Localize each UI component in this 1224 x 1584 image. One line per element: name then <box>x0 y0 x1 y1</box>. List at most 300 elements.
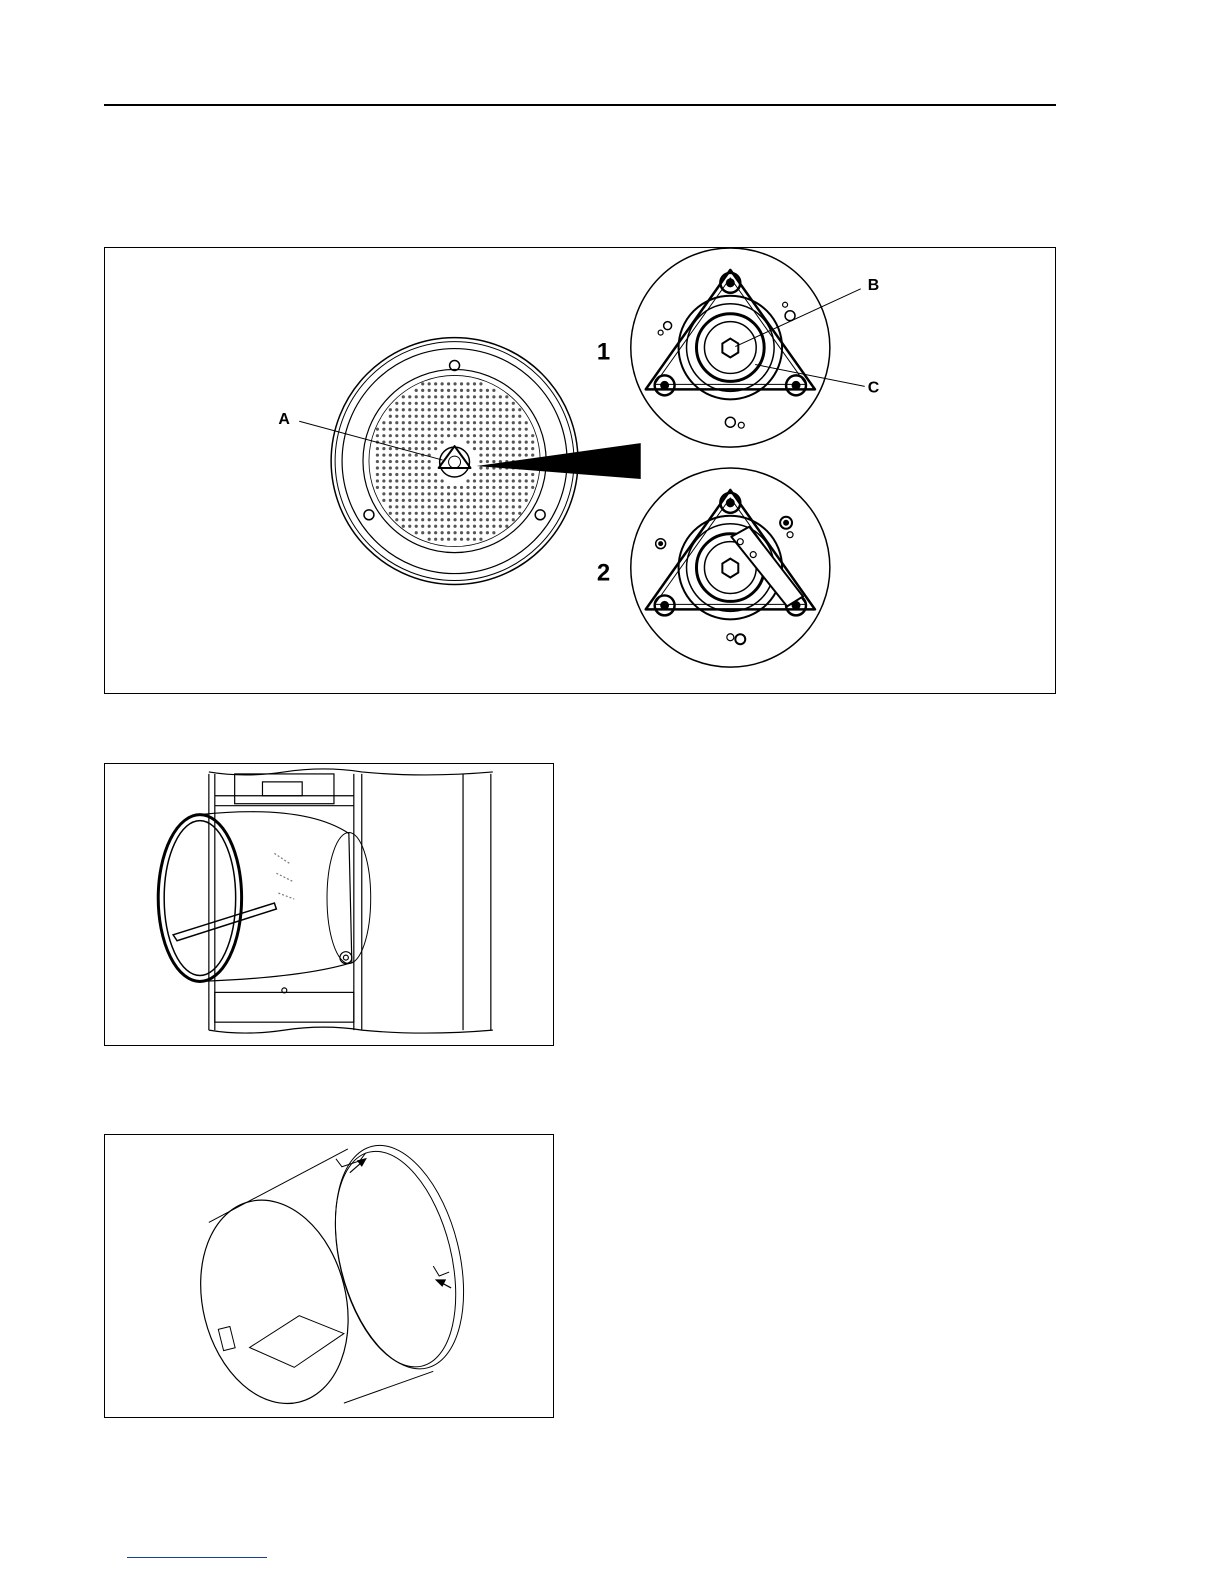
perforation-hole <box>466 389 469 392</box>
perforation-hole <box>421 389 424 392</box>
perforation-hole <box>505 486 508 489</box>
perforation-hole <box>447 382 450 385</box>
perforation-hole <box>428 402 431 405</box>
perforation-hole <box>525 421 528 424</box>
header-rule <box>104 104 1056 106</box>
perforation-hole <box>434 382 437 385</box>
perforation-hole <box>408 486 411 489</box>
perforation-hole <box>518 408 521 411</box>
perforation-hole <box>460 382 463 385</box>
perforation-hole <box>447 421 450 424</box>
perforation-hole <box>453 492 456 495</box>
perforation-hole <box>382 453 385 456</box>
perforation-hole <box>531 479 534 482</box>
perforation-hole <box>402 492 405 495</box>
perforation-hole <box>518 512 521 515</box>
perforation-hole <box>402 453 405 456</box>
perforation-hole <box>479 538 482 541</box>
perforation-hole <box>434 492 437 495</box>
perforation-hole <box>408 408 411 411</box>
perforation-hole <box>499 486 502 489</box>
perforation-hole <box>402 434 405 437</box>
perforation-hole <box>382 486 385 489</box>
perforation-hole <box>473 538 476 541</box>
perforation-hole <box>421 395 424 398</box>
perforation-hole <box>395 499 398 502</box>
perforation-hole <box>428 492 431 495</box>
perforation-hole <box>473 441 476 444</box>
perforation-hole <box>453 395 456 398</box>
perforation-hole <box>428 382 431 385</box>
perforation-hole <box>505 415 508 418</box>
perforation-hole <box>518 421 521 424</box>
perforation-hole <box>460 512 463 515</box>
perforation-hole <box>415 499 418 502</box>
perforation-hole <box>486 492 489 495</box>
perforation-hole <box>395 460 398 463</box>
perforation-hole <box>376 460 379 463</box>
perforation-hole <box>434 389 437 392</box>
perforation-hole <box>512 434 515 437</box>
perforation-hole <box>499 505 502 508</box>
perforation-hole <box>376 428 379 431</box>
perforation-hole <box>466 486 469 489</box>
perforation-hole <box>395 421 398 424</box>
perforation-hole <box>382 441 385 444</box>
perforation-hole <box>531 473 534 476</box>
perforation-hole <box>402 518 405 521</box>
perforation-hole <box>402 408 405 411</box>
perforation-hole <box>428 415 431 418</box>
perforation-hole <box>428 525 431 528</box>
perforation-hole <box>460 402 463 405</box>
perforation-hole <box>453 538 456 541</box>
perforation-hole <box>382 447 385 450</box>
perforation-hole <box>505 395 508 398</box>
perforation-hole <box>525 473 528 476</box>
perforation-hole <box>441 421 444 424</box>
perforation-hole <box>421 460 424 463</box>
perforation-hole <box>492 421 495 424</box>
perforation-hole <box>408 505 411 508</box>
perforation-hole <box>395 505 398 508</box>
perforation-hole <box>505 421 508 424</box>
perforation-hole <box>389 421 392 424</box>
perforation-hole <box>415 434 418 437</box>
perforation-hole <box>376 466 379 469</box>
perforation-hole <box>486 518 489 521</box>
perforation-hole <box>447 395 450 398</box>
perforation-hole <box>434 499 437 502</box>
perforation-hole <box>453 531 456 534</box>
perforation-hole <box>473 492 476 495</box>
perforation-hole <box>441 434 444 437</box>
perforation-hole <box>486 525 489 528</box>
perforation-hole <box>376 453 379 456</box>
perforation-hole <box>486 402 489 405</box>
perforation-hole <box>408 395 411 398</box>
perforation-hole <box>486 428 489 431</box>
perforation-hole <box>460 415 463 418</box>
perforation-hole <box>460 428 463 431</box>
perforation-hole <box>460 525 463 528</box>
perforation-hole <box>531 441 534 444</box>
perforation-hole <box>505 473 508 476</box>
perforation-hole <box>382 466 385 469</box>
perforation-hole <box>389 492 392 495</box>
perforation-hole <box>466 531 469 534</box>
perforation-hole <box>486 395 489 398</box>
perforation-hole <box>492 453 495 456</box>
perforation-hole <box>518 415 521 418</box>
perforation-hole <box>434 512 437 515</box>
perforation-hole <box>402 441 405 444</box>
perforation-hole <box>389 460 392 463</box>
perforation-hole <box>486 473 489 476</box>
perforation-hole <box>525 486 528 489</box>
perforation-hole <box>499 492 502 495</box>
perforation-hole <box>505 441 508 444</box>
perforation-hole <box>389 505 392 508</box>
perforation-hole <box>518 434 521 437</box>
perforation-hole <box>525 428 528 431</box>
perforation-hole <box>415 415 418 418</box>
perforation-hole <box>382 492 385 495</box>
perforation-hole <box>441 499 444 502</box>
perforation-hole <box>415 447 418 450</box>
perforation-hole <box>402 428 405 431</box>
perforation-hole <box>408 428 411 431</box>
perforation-hole <box>428 421 431 424</box>
perforation-hole <box>441 518 444 521</box>
perforation-hole <box>395 486 398 489</box>
perforation-hole <box>447 518 450 521</box>
perforation-hole <box>415 531 418 534</box>
drum-removal-illustration <box>105 764 553 1045</box>
perforation-hole <box>395 492 398 495</box>
perforation-hole <box>428 466 431 469</box>
perforation-hole <box>492 415 495 418</box>
perforation-hole <box>512 499 515 502</box>
perforation-hole <box>473 512 476 515</box>
perforation-hole <box>486 434 489 437</box>
bearing-detail-2 <box>631 468 830 667</box>
perforation-hole <box>492 389 495 392</box>
perforation-hole <box>492 531 495 534</box>
perforation-hole <box>479 479 482 482</box>
perforation-hole <box>460 505 463 508</box>
perforation-hole <box>499 518 502 521</box>
perforation-hole <box>428 441 431 444</box>
perforation-hole <box>415 389 418 392</box>
perforation-hole <box>473 473 476 476</box>
perforation-hole <box>402 460 405 463</box>
perforation-hole <box>525 441 528 444</box>
perforation-hole <box>492 525 495 528</box>
perforation-hole <box>479 525 482 528</box>
perforation-hole <box>460 421 463 424</box>
perforation-hole <box>473 395 476 398</box>
perforation-hole <box>408 512 411 515</box>
perforation-hole <box>389 415 392 418</box>
perforation-hole <box>441 402 444 405</box>
perforation-hole <box>421 473 424 476</box>
perforation-hole <box>479 473 482 476</box>
perforation-hole <box>415 525 418 528</box>
perforation-hole <box>531 486 534 489</box>
perforation-hole <box>492 395 495 398</box>
perforation-hole <box>428 531 431 534</box>
perforation-hole <box>382 421 385 424</box>
perforation-hole <box>453 382 456 385</box>
perforation-hole <box>395 428 398 431</box>
perforation-hole <box>453 512 456 515</box>
perforation-hole <box>402 479 405 482</box>
perforation-hole <box>473 531 476 534</box>
perforation-hole <box>389 447 392 450</box>
perforation-hole <box>499 473 502 476</box>
drum-shell-illustration <box>105 1135 553 1417</box>
figure-drum-shell <box>104 1134 554 1418</box>
perforation-hole <box>479 415 482 418</box>
perforation-hole <box>505 428 508 431</box>
perforation-hole <box>376 479 379 482</box>
perforation-hole <box>473 408 476 411</box>
perforation-hole <box>531 453 534 456</box>
perforation-hole <box>499 447 502 450</box>
perforation-hole <box>505 402 508 405</box>
perforation-hole <box>505 512 508 515</box>
perforation-hole <box>479 466 482 469</box>
perforation-hole <box>505 479 508 482</box>
perforation-hole <box>428 395 431 398</box>
perforation-hole <box>428 428 431 431</box>
perforation-hole <box>402 402 405 405</box>
perforation-hole <box>428 518 431 521</box>
perforation-hole <box>512 505 515 508</box>
perforation-hole <box>441 428 444 431</box>
perforation-hole <box>518 492 521 495</box>
perforation-hole <box>447 499 450 502</box>
perforation-hole <box>421 492 424 495</box>
perforation-hole <box>402 473 405 476</box>
perforation-hole <box>492 434 495 437</box>
step-number-1: 1 <box>596 338 611 366</box>
perforation-hole <box>415 505 418 508</box>
perforation-hole <box>466 492 469 495</box>
perforation-hole <box>531 447 534 450</box>
perforation-hole <box>428 460 431 463</box>
perforation-hole <box>441 382 444 385</box>
perforation-hole <box>492 499 495 502</box>
perforation-hole <box>415 486 418 489</box>
perforation-hole <box>460 531 463 534</box>
perforation-hole <box>486 415 489 418</box>
perforation-hole <box>389 499 392 502</box>
perforation-hole <box>479 382 482 385</box>
perforation-hole <box>505 434 508 437</box>
perforation-hole <box>505 525 508 528</box>
step-number-2: 2 <box>596 559 611 587</box>
perforation-hole <box>525 492 528 495</box>
perforation-hole <box>492 505 495 508</box>
perforation-hole <box>492 447 495 450</box>
perforation-hole <box>492 402 495 405</box>
perforation-hole <box>486 505 489 508</box>
perforation-hole <box>479 434 482 437</box>
perforation-hole <box>389 486 392 489</box>
perforation-hole <box>512 428 515 431</box>
perforation-hole <box>492 512 495 515</box>
perforation-hole <box>492 492 495 495</box>
perforation-hole <box>408 415 411 418</box>
perforation-hole <box>479 421 482 424</box>
perforation-hole <box>492 473 495 476</box>
perforation-hole <box>518 447 521 450</box>
perforation-hole <box>473 447 476 450</box>
perforation-hole <box>421 499 424 502</box>
perforation-hole <box>512 415 515 418</box>
perforation-hole <box>512 492 515 495</box>
perforation-hole <box>505 518 508 521</box>
perforation-hole <box>389 453 392 456</box>
perforation-hole <box>408 421 411 424</box>
perforation-hole <box>499 512 502 515</box>
perforation-hole <box>518 486 521 489</box>
perforation-hole <box>428 512 431 515</box>
perforation-hole <box>486 421 489 424</box>
perforation-hole <box>382 428 385 431</box>
perforation-hole <box>389 473 392 476</box>
perforation-hole <box>518 505 521 508</box>
perforation-hole <box>453 421 456 424</box>
perforation-hole <box>473 479 476 482</box>
perforation-hole <box>479 512 482 515</box>
perforation-hole <box>415 518 418 521</box>
perforation-hole <box>466 421 469 424</box>
perforation-hole <box>447 505 450 508</box>
perforation-hole <box>460 538 463 541</box>
perforation-hole <box>466 512 469 515</box>
perforation-hole <box>447 434 450 437</box>
perforation-hole <box>415 479 418 482</box>
perforation-hole <box>479 389 482 392</box>
perforation-hole <box>421 486 424 489</box>
perforation-hole <box>479 486 482 489</box>
perforation-hole <box>434 408 437 411</box>
perforation-hole <box>402 421 405 424</box>
perforation-hole <box>408 453 411 456</box>
perforation-hole <box>395 415 398 418</box>
perforation-hole <box>499 441 502 444</box>
callout-b: B <box>867 276 880 294</box>
perforation-hole <box>434 525 437 528</box>
perforation-hole <box>434 421 437 424</box>
perforation-hole <box>499 525 502 528</box>
perforation-hole <box>376 486 379 489</box>
perforation-hole <box>428 389 431 392</box>
perforation-hole <box>486 512 489 515</box>
perforation-hole <box>505 492 508 495</box>
perforation-hole <box>434 531 437 534</box>
perforation-hole <box>479 460 482 463</box>
perforation-hole <box>441 492 444 495</box>
perforation-hole <box>466 441 469 444</box>
perforation-hole <box>499 395 502 398</box>
callout-a: A <box>278 411 290 429</box>
perforation-hole <box>479 518 482 521</box>
perforation-hole <box>421 447 424 450</box>
perforation-hole <box>389 428 392 431</box>
perforation-hole <box>460 499 463 502</box>
perforation-hole <box>421 531 424 534</box>
footer-rule <box>127 1557 267 1558</box>
perforation-hole <box>441 415 444 418</box>
perforation-hole <box>479 505 482 508</box>
perforation-hole <box>402 512 405 515</box>
perforation-hole <box>395 402 398 405</box>
perforation-hole <box>473 434 476 437</box>
perforation-hole <box>389 408 392 411</box>
perforation-hole <box>499 479 502 482</box>
callout-c: C <box>867 379 880 397</box>
perforation-hole <box>499 408 502 411</box>
perforation-hole <box>402 486 405 489</box>
perforation-hole <box>434 402 437 405</box>
perforation-hole <box>447 389 450 392</box>
perforation-hole <box>466 518 469 521</box>
perforation-hole <box>486 531 489 534</box>
perforation-hole <box>479 499 482 502</box>
perforation-hole <box>512 518 515 521</box>
perforation-hole <box>479 428 482 431</box>
perforation-hole <box>447 512 450 515</box>
perforation-hole <box>473 389 476 392</box>
perforation-hole <box>408 447 411 450</box>
perforation-hole <box>525 499 528 502</box>
perforation-hole <box>453 434 456 437</box>
perforation-hole <box>434 428 437 431</box>
perforation-hole <box>473 499 476 502</box>
perforation-hole <box>402 415 405 418</box>
perforation-hole <box>434 486 437 489</box>
perforation-hole <box>415 402 418 405</box>
perforation-hole <box>434 415 437 418</box>
perforation-hole <box>421 408 424 411</box>
perforation-hole <box>415 408 418 411</box>
perforation-hole <box>421 421 424 424</box>
perforation-hole <box>531 434 534 437</box>
perforation-hole <box>473 486 476 489</box>
perforation-hole <box>434 479 437 482</box>
perforation-hole <box>512 486 515 489</box>
perforation-hole <box>441 441 444 444</box>
perforation-hole <box>395 434 398 437</box>
perforation-hole <box>479 402 482 405</box>
perforation-hole <box>434 473 437 476</box>
perforation-hole <box>408 434 411 437</box>
perforation-hole <box>447 415 450 418</box>
perforation-hole <box>486 447 489 450</box>
perforation-hole <box>421 402 424 405</box>
perforation-hole <box>382 479 385 482</box>
perforation-hole <box>415 512 418 515</box>
perforation-hole <box>415 460 418 463</box>
perforation-hole <box>441 512 444 515</box>
perforation-hole <box>447 492 450 495</box>
perforation-hole <box>408 466 411 469</box>
perforation-hole <box>441 389 444 392</box>
